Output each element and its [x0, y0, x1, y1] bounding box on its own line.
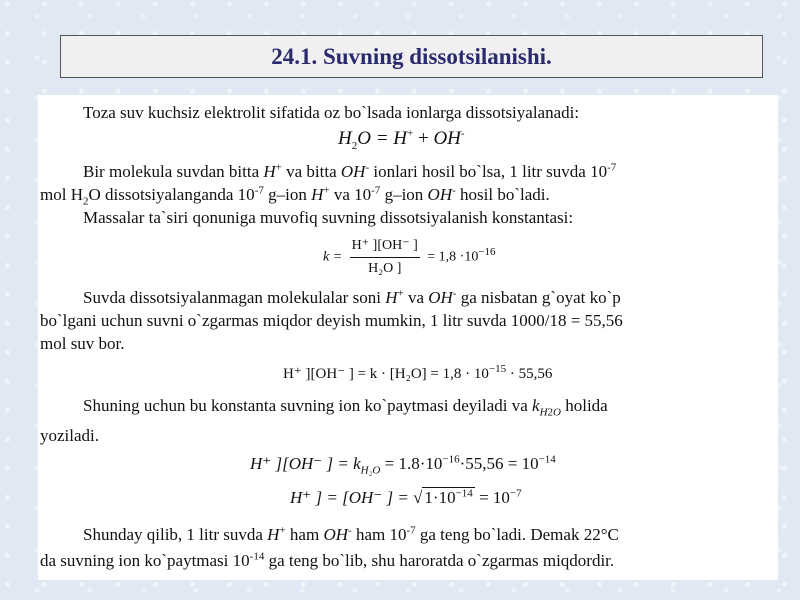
superscript: −14 — [455, 487, 473, 500]
superscript: -14 — [249, 550, 265, 563]
text: mol suv bor. — [40, 334, 125, 353]
superscript: - — [452, 184, 456, 197]
subscript: 2 — [351, 139, 358, 152]
superscript: -7 — [254, 184, 264, 197]
symbol: OH — [323, 525, 349, 544]
text: ga teng bo`ladi. Demak 22°C — [415, 525, 619, 544]
denominator: H₂O ] — [368, 261, 402, 276]
formula-part: = 1,8 ·10 — [427, 249, 479, 265]
subscript: H₂O — [360, 464, 381, 477]
superscript: −15 — [488, 363, 507, 375]
superscript: + — [279, 524, 286, 537]
formula-part: 1·10 — [424, 488, 456, 507]
symbol: H — [311, 185, 324, 204]
text-line-15 — [83, 525, 619, 545]
superscript: −16 — [478, 246, 496, 259]
formula-ion-product-2 — [250, 453, 556, 475]
text: O dissotsiyalanganda 10 — [88, 185, 255, 204]
superscript: −16 — [442, 453, 460, 466]
title-bar — [60, 35, 763, 78]
text-line-1 — [83, 103, 579, 123]
formula-part: k = — [323, 249, 343, 265]
superscript: - — [348, 524, 352, 537]
symbol: k — [532, 396, 540, 415]
text: Shuning uchun bu konstanta suvning ion ko`paytmasi deyiladi va — [83, 396, 533, 415]
text: va 10 — [329, 185, 372, 204]
formula-part: H — [338, 128, 352, 149]
formula-part: O = H — [357, 128, 407, 149]
sqrt-symbol: √ — [413, 488, 423, 507]
text: va bitta — [281, 162, 341, 181]
text-line-4 — [40, 184, 550, 208]
superscript: + — [275, 161, 282, 174]
symbol: 10 — [389, 525, 407, 544]
symbol: OH — [428, 288, 453, 307]
superscript: −14 — [538, 453, 556, 466]
symbol: H — [263, 162, 276, 181]
text-line-3 — [83, 162, 616, 182]
subscript: 2 — [82, 195, 89, 208]
formula-part: = 10 — [474, 488, 510, 507]
text: da suvning ion ko`paytmasi 10 — [40, 551, 250, 570]
text: ham — [285, 525, 324, 544]
text: Toza suv kuchsiz elektrolit sifatida oz bo`lsada ionlarga dissotsiyalanadi: — [83, 103, 580, 122]
superscript: + — [397, 287, 404, 300]
text-line-12 — [40, 426, 99, 446]
text: ham — [351, 525, 390, 544]
superscript: -7 — [607, 161, 617, 174]
formula-part: · 55,56 — [506, 366, 553, 382]
symbol: H — [267, 525, 280, 544]
text: bo`lgani uchun suvni o`zgarmas miqdor deyish mumkin, 1 litr suvda 1000/18 = 55,56 — [40, 311, 623, 330]
text: hosil bo`ladi. — [455, 185, 550, 204]
text-line-5 — [83, 208, 573, 228]
superscript: -7 — [406, 524, 416, 537]
symbol: H — [385, 288, 398, 307]
symbol: OH — [340, 162, 366, 181]
text: Massalar ta`siri qonuniga muvofiq suvning dissotsiyalanish konstantasi: — [83, 208, 574, 227]
fraction — [350, 235, 420, 280]
text-line-8 — [40, 311, 623, 331]
text-line-9 — [40, 334, 125, 354]
text-line-7 — [83, 288, 621, 308]
text: Shunday qilib, 1 litr suvda — [83, 525, 268, 544]
text-line-16 — [40, 551, 614, 571]
formula-dissociation — [338, 128, 465, 150]
formula-part: ·55,56 = 10 — [459, 454, 539, 473]
subscript: 2 — [547, 406, 554, 419]
formula-ion-product-1 — [283, 363, 552, 385]
formula-constant — [323, 235, 496, 280]
subscript: H — [539, 406, 548, 419]
symbol: OH — [427, 185, 453, 204]
subscript: O — [553, 406, 561, 419]
formula-part: H⁺ ][OH⁻ ] = k — [250, 454, 361, 473]
superscript: - — [365, 161, 370, 174]
text: holida — [560, 396, 608, 415]
text: yoziladi. — [40, 426, 100, 445]
formula-concentration — [290, 487, 522, 509]
formula-part: H⁺ ] = [OH⁻ ] = — [290, 488, 414, 507]
superscript: −7 — [509, 487, 522, 500]
text: ga teng bo`lib, shu haroratda o`zgarmas miqdordir. — [264, 551, 615, 570]
superscript: -7 — [371, 184, 381, 197]
page-title: 24.1. Suvning dissotsilanishi. — [271, 43, 552, 69]
text: ionlari hosil bo`lsa, 1 litr suvda 10 — [369, 162, 608, 181]
text: mol H — [40, 185, 83, 204]
formula-part: H⁺ ][OH⁻ ] = k · [H₂O] = 1,8 · 10 — [283, 366, 489, 382]
numerator: H⁺ ][OH⁻ ] — [350, 235, 420, 258]
formula-part: = 1.8·10 — [380, 454, 443, 473]
text: g–ion — [263, 185, 312, 204]
text: Suvda dissotsiyalanmagan molekulalar soni — [83, 288, 386, 307]
superscript: + — [323, 184, 330, 197]
superscript: - — [452, 287, 457, 300]
document-page — [38, 95, 778, 580]
text: Bir molekula suvdan bitta — [83, 162, 264, 181]
sqrt-body — [422, 487, 474, 507]
text: va — [403, 288, 429, 307]
text: g–ion — [380, 185, 428, 204]
superscript: + — [407, 127, 414, 140]
text: ga nisbatan g`oyat ko`p — [456, 288, 621, 307]
formula-part: OH — [433, 128, 461, 149]
formula-part: + — [413, 128, 434, 149]
superscript: - — [460, 127, 465, 140]
text-line-11 — [83, 396, 608, 419]
